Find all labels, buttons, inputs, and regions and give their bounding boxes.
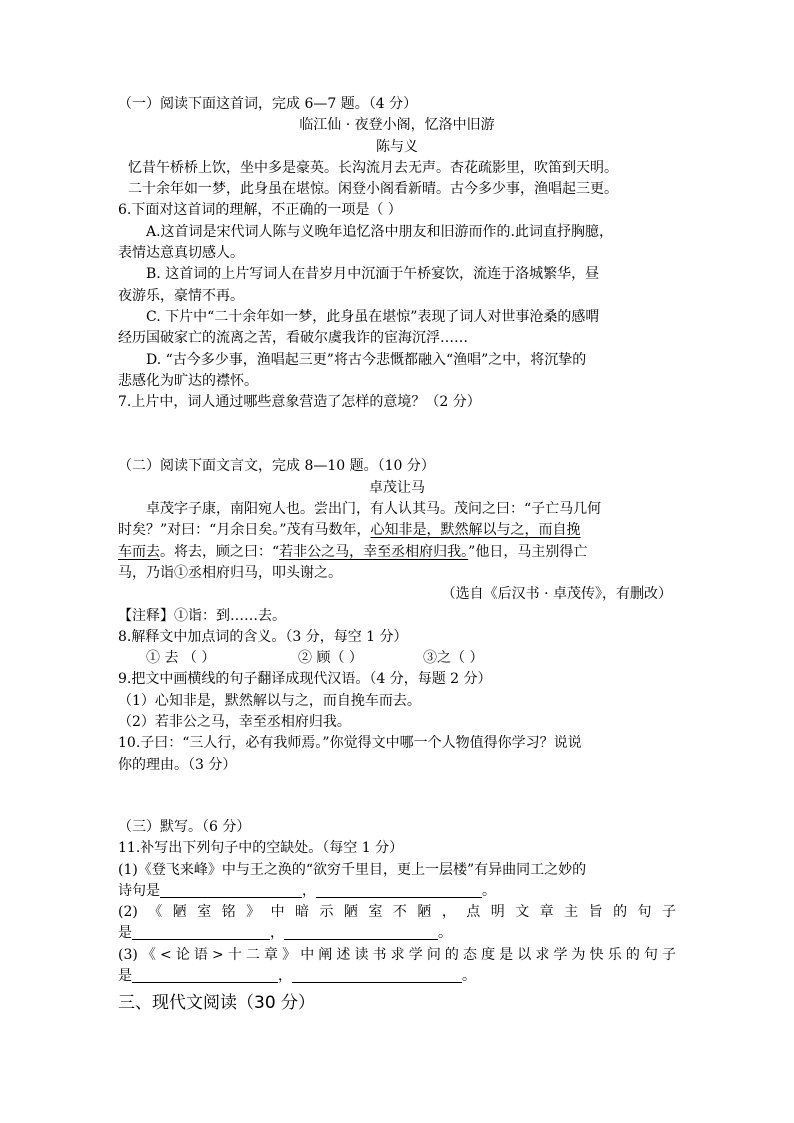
poem-title: 临江仙 · 夜登小阁，忆洛中旧游 xyxy=(299,117,495,134)
q11-period-1: 。 xyxy=(482,882,496,899)
q8-blank-1: ① 去 （ ） xyxy=(146,650,216,667)
poem-line-1: 忆昔午桥桥上饮，坐中多是豪英。长沟流月去无声。杏花疏影里，吹笛到天明。 xyxy=(128,159,618,176)
q8-blanks xyxy=(118,648,676,669)
part1-heading: （一）阅读下面这首词，完成 6—7 题。（4 分） xyxy=(118,96,418,112)
passage-line-2 xyxy=(118,520,676,541)
q11-answer-blank-2[interactable] xyxy=(316,881,482,898)
q11-item-3-prefix: 是 xyxy=(118,967,132,984)
question-6: 6.下面对这首词的理解，不正确的一项是（ ） xyxy=(118,202,402,219)
q11-answer-blank-4[interactable] xyxy=(284,923,438,940)
passage-line-3-plain: 。将去，顾之曰：“ xyxy=(160,543,280,560)
q11-answer-blank-5[interactable] xyxy=(132,966,278,983)
q8-blank-3: ③之（ ） xyxy=(423,650,484,667)
q11-answer-blank-3[interactable] xyxy=(132,923,270,940)
passage-line-3 xyxy=(118,542,676,563)
q11-comma-1: ， xyxy=(302,882,316,899)
passage-line-2-plain: 时矣？”对曰：“月余日矣。”茂有马数年， xyxy=(118,522,371,539)
underlined-sentence-2: 若非公之马，幸至丞相府归我。 xyxy=(279,543,469,560)
q6-option-a-line2: 表情达意真切感人。 xyxy=(118,245,244,262)
q6-option-b-line1: B. 这首词的上片写词人在昔岁月中沉湎于午桥宴饮，流连于洛城繁华，昼 xyxy=(146,266,600,283)
passage-line-1: 卓茂字子康，南阳宛人也。尝出门，有人认其马。茂问之曰：“子亡马几何 xyxy=(146,501,602,518)
underlined-sentence-1-end: 车而去 xyxy=(118,543,160,560)
q11-item-1-line2 xyxy=(118,881,676,902)
q11-period-3: 。 xyxy=(462,967,476,984)
question-9: 9.把文中画横线的句子翻译成现代汉语。（4 分，每题 2 分） xyxy=(118,671,492,688)
q11-comma-2: ， xyxy=(270,925,284,942)
q8-blank-2: ② 顾（ ） xyxy=(298,650,363,667)
section-3-heading: 三、现代文阅读（30 分） xyxy=(118,993,316,1014)
passage-line-3-tail: ”他日，马主别得亡 xyxy=(468,543,588,560)
q11-item-3-line1: (3)《<论语>十二章》中阐述读书求学问的态度是以求学为快乐的句子 xyxy=(118,946,676,963)
part3-heading: （三）默写。（6 分） xyxy=(118,818,251,835)
q11-answer-blank-1[interactable] xyxy=(160,881,302,898)
exam-page xyxy=(118,94,676,1015)
poem-author: 陈与义 xyxy=(376,138,418,155)
q6-option-b-line2: 夜游乐，豪情不再。 xyxy=(118,287,244,304)
underlined-sentence-1: 心知非是，默然解以与之，而自挽 xyxy=(370,522,581,539)
question-10-line1: 10.子曰：“三人行，必有我师焉。”你觉得文中哪一个人物值得你学习？说说 xyxy=(118,735,582,752)
q11-item-2-prefix: 是 xyxy=(118,925,132,942)
q6-option-c-line1: C. 下片中“二十余年如一梦，此身虽在堪惊”表现了词人对世事沧桑的感喟 xyxy=(146,308,600,325)
q6-option-d-line2: 悲感化为旷达的襟怀。 xyxy=(118,372,258,389)
question-11: 11.补写出下列句子中的空缺处。（每空 1 分） xyxy=(118,840,404,857)
answer-space-q10 xyxy=(118,776,676,817)
question-7: 7.上片中，词人通过哪些意象营造了怎样的意境？（2 分） xyxy=(118,394,481,411)
passage-line-4: 马，乃诣①丞相府归马，叩头谢之。 xyxy=(118,564,342,581)
q11-answer-blank-6[interactable] xyxy=(292,966,462,983)
passage-title: 卓茂让马 xyxy=(369,479,425,496)
passage-source: （选自《后汉书 · 卓茂传》，有删改） xyxy=(441,586,672,603)
q11-comma-3: ， xyxy=(278,967,292,984)
q6-option-a-line1: A.这首词是宋代词人陈与义晚年追忆洛中朋友和旧游而作的.此词直抒胸臆， xyxy=(146,223,614,240)
q11-item-2-line2 xyxy=(118,923,676,944)
q11-item-3-line2 xyxy=(118,966,676,987)
part2-heading: （二）阅读下面文言文，完成 8—10 题。（10 分） xyxy=(118,458,435,475)
answer-space-q7 xyxy=(118,413,676,456)
question-10-line2: 你的理由。（3 分） xyxy=(118,756,237,773)
q6-option-c-line2: 经历国破家亡的流离之苦，看破尔虞我诈的宦海沉浮…… xyxy=(118,330,468,347)
q9-item-2: （2）若非公之马，幸至丞相府归我。 xyxy=(118,714,351,731)
q11-item-1-prefix: 诗句是 xyxy=(118,882,160,899)
question-8: 8.解释文中加点词的含义。（3 分，每空 1 分） xyxy=(118,628,408,645)
q9-item-1: （1）心知非是，默然解以与之，而自挽车而去。 xyxy=(118,692,421,709)
q11-item-2-line1: (2)《陋室铭》中暗示陋室不陋，点明文章主旨的句子 xyxy=(118,904,676,921)
passage-note: 【注释】①诣：到……去。 xyxy=(118,607,286,624)
q6-option-d-line1: D. “古今多少事，渔唱起三更”将古今悲慨都融入“渔唱”之中，将沉挚的 xyxy=(146,351,587,368)
poem-line-2: 二十余年如一梦，此身虽在堪惊。闲登小阁看新晴。古今多少事，渔唱起三更。 xyxy=(128,181,618,198)
q11-item-1-line1: (1)《登飞来峰》中与王之涣的“欲穷千里目，更上一层楼”有异曲同工之妙的 xyxy=(118,861,587,878)
q11-period-2: 。 xyxy=(438,925,452,942)
